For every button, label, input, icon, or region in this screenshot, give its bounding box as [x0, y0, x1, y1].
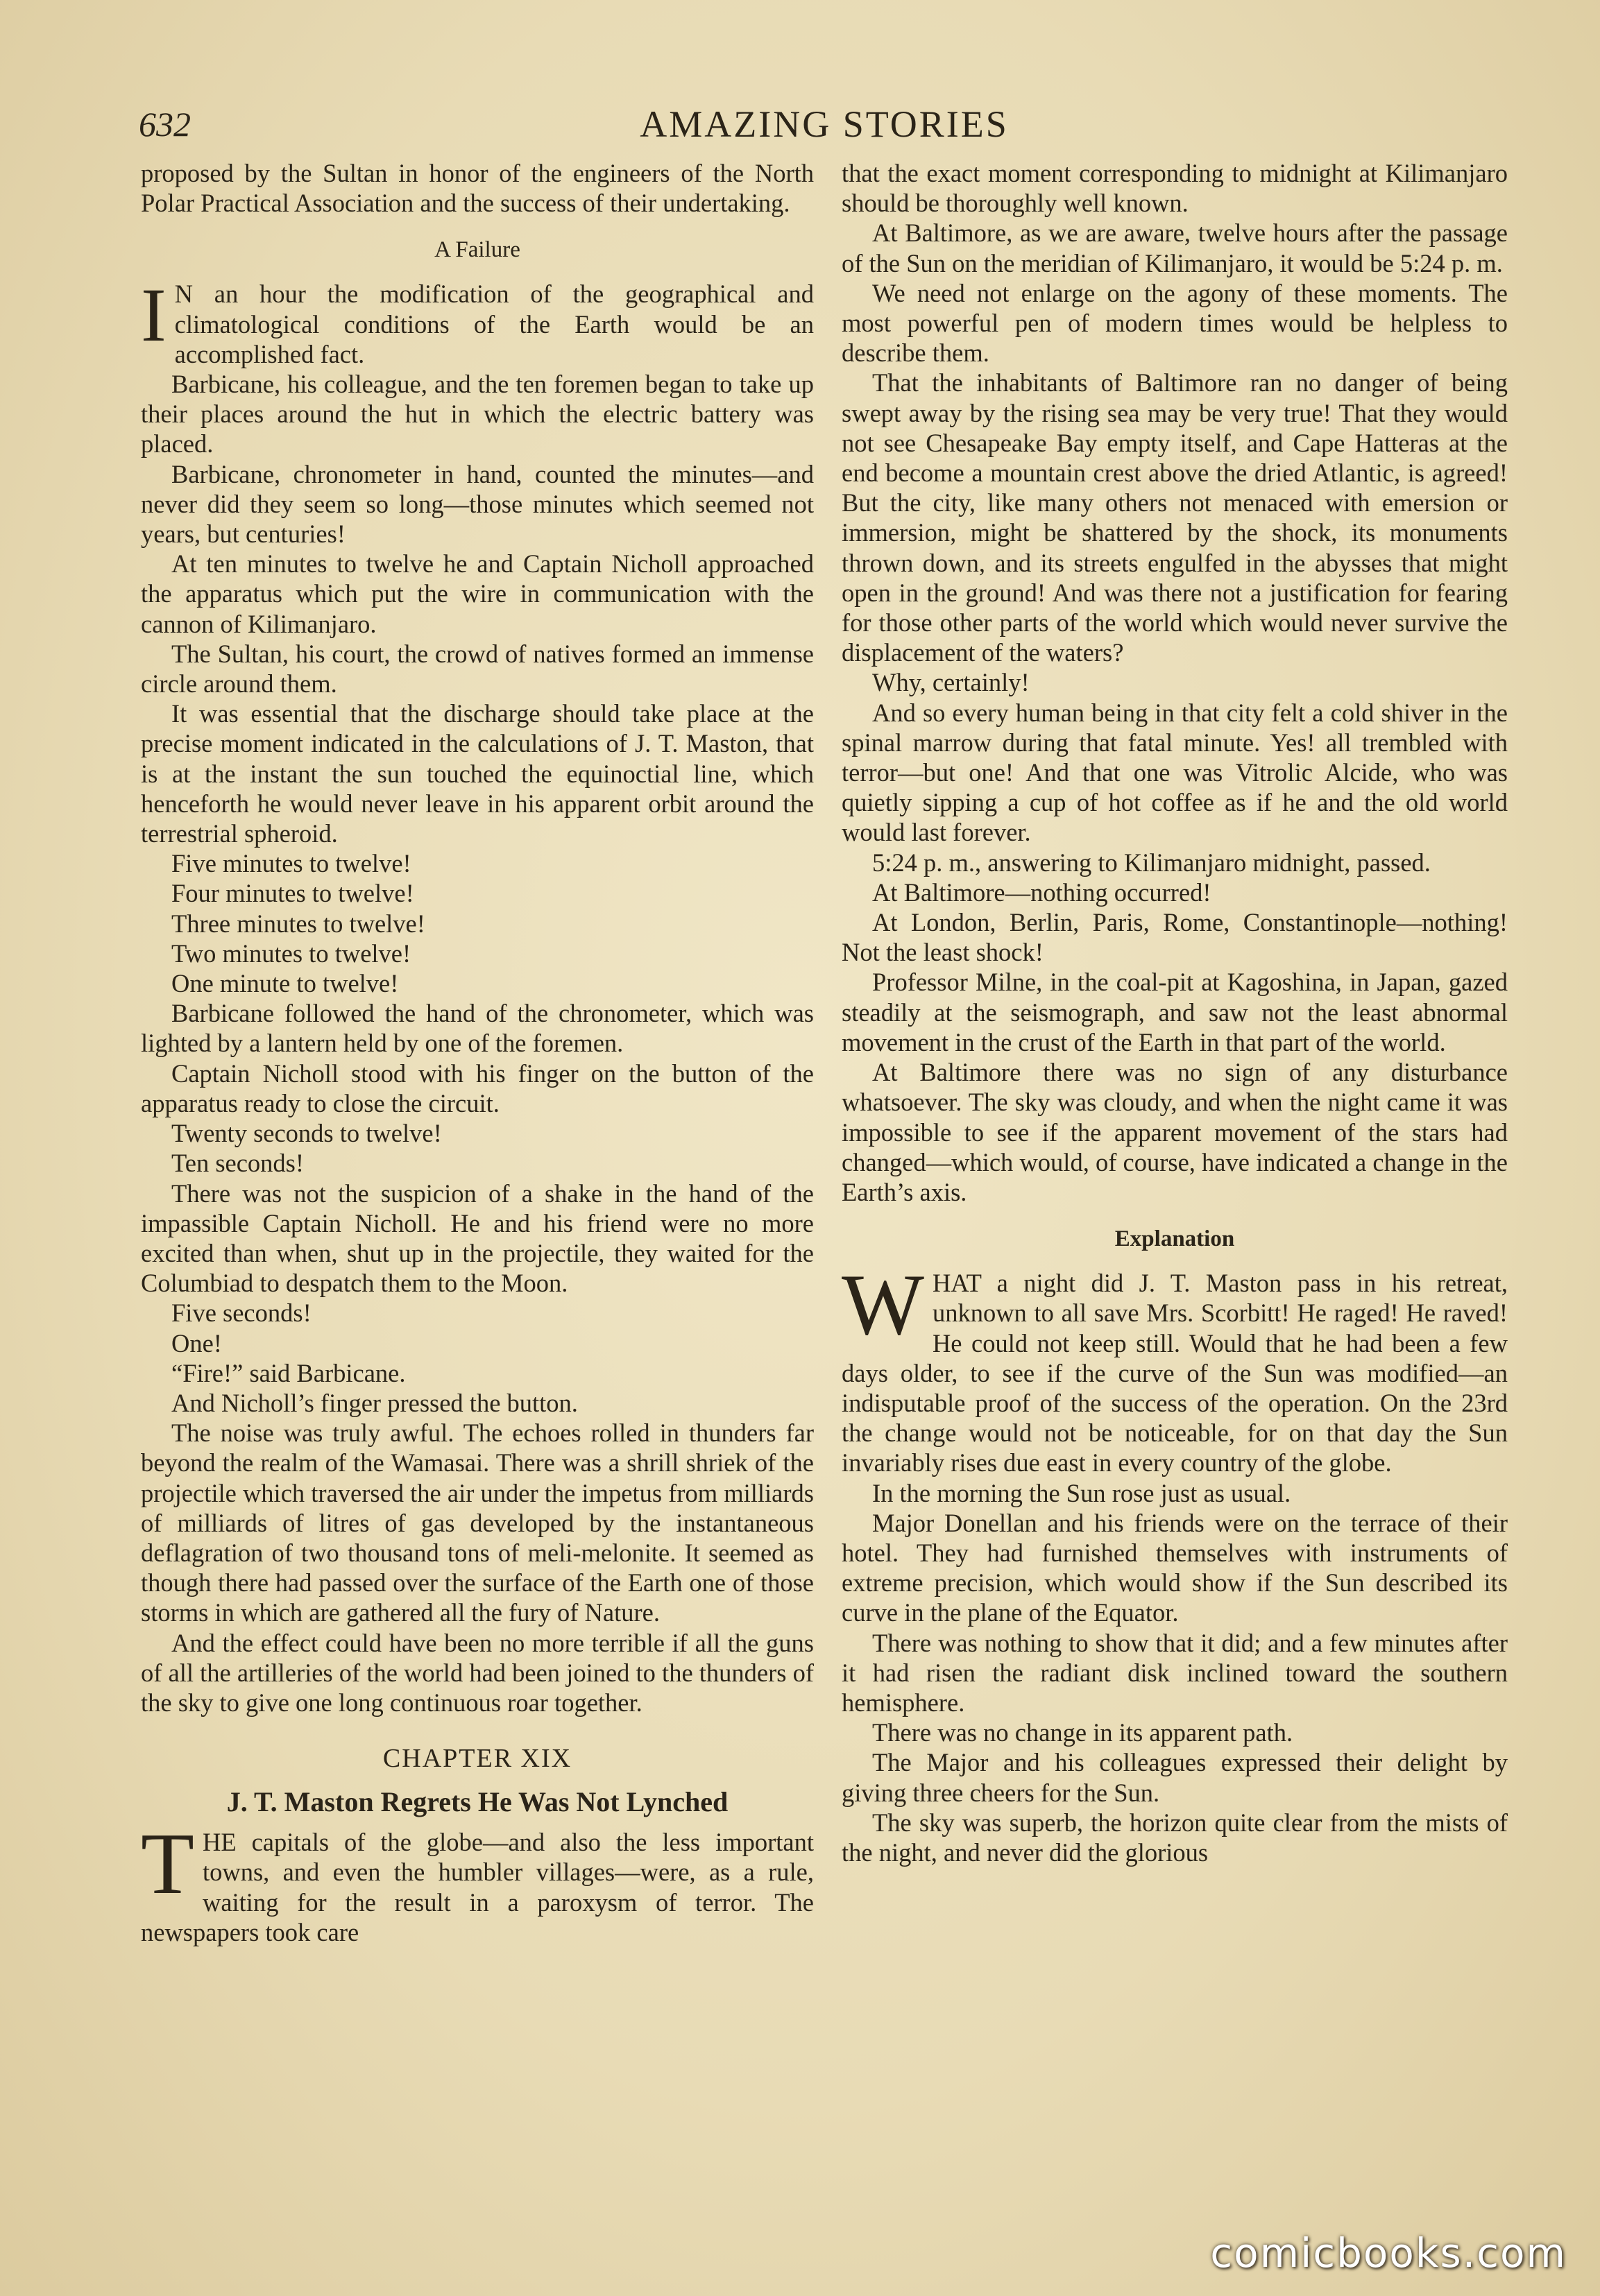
- paragraph: There was not the suspicion of a shake in the hand of the impassible Captain Nicholl. He and his friend were no more excited than when, shut up in the projectile, they waited for the Columbiad to despatch them to the Moon.: [141, 1179, 814, 1298]
- paragraph: That the inhabitants of Baltimore ran no danger of being swept away by the rising sea may be very true! That they would not see Chesapeake Bay empty itself, and Cape Hatteras at the end become a mountain crest above the dried Atlantic, is agreed! But the city, like many others not menaced with emersion or immersion, might be shattered by the shock, its monuments thrown down, and its streets engulfed in the abysses that might open in the ground! And was there not a justification for fearing for those other parts of the world which would never survive the displacement of the waters?: [842, 368, 1508, 667]
- paragraph: One!: [171, 1328, 222, 1357]
- paragraph: Barbicane followed the hand of the chronometer, which was lighted by a lantern held by one of the foremen.: [141, 999, 814, 1058]
- paragraph: In the morning the Sun rose just as usual.: [872, 1478, 1291, 1507]
- paragraph-dropcap: [842, 1257, 1508, 1477]
- section-heading-explanation: Explanation: [1114, 1226, 1235, 1252]
- right-column: [842, 158, 1508, 1867]
- paragraph: At Baltimore there was no sign of any disturbance whatsoever. The sky was cloudy, and when the night came it was impossible to see if the apparent movement of the stars had changed—which would, of course, have indicated a change in the Earth’s axis.: [842, 1058, 1508, 1206]
- watermark: comicbooks.com: [1210, 2229, 1567, 2277]
- paragraph: that the exact moment corresponding to midnight at Kilimanjaro should be thoroughly well known.: [842, 159, 1508, 218]
- paragraph: At ten minutes to twelve he and Captain Nicholl approached the apparatus which put the wire in communication with the cannon of Kilimanjaro.: [141, 549, 814, 638]
- paragraph: There was nothing to show that it did; and a few minutes after it had risen the radiant disk inclined toward the southern hemisphere.: [842, 1628, 1508, 1717]
- paragraph: And Nicholl’s finger pressed the button.: [171, 1388, 578, 1417]
- paragraph: And so every human being in that city felt a cold shiver in the spinal marrow during that fatal minute. Yes! all trembled with terror—but one! And that one was Vitrolic Alcide, who was quietly sipping a cup of hot coffee as if he and the old world would last forever.: [842, 698, 1508, 847]
- drop-cap: W: [842, 1257, 924, 1354]
- left-column: [141, 158, 814, 1947]
- paragraph: Why, certainly!: [872, 668, 1030, 697]
- paragraph: Five minutes to twelve!: [171, 849, 411, 878]
- paragraph: And the effect could have been no more terrible if all the guns of all the artilleries of the world had been joined to the thunders of the sky to give one long continuous roar together.: [141, 1628, 814, 1717]
- paragraph: At Baltimore, as we are aware, twelve hours after the passage of the Sun on the meridian of Kilimanjaro, it would be 5:24 p. m.: [842, 219, 1508, 277]
- paragraph-dropcap: [141, 1816, 814, 1947]
- drop-cap: T: [141, 1816, 194, 1913]
- paragraph: The Sultan, his court, the crowd of natives formed an immense circle around them.: [141, 639, 814, 699]
- page-number: 632: [139, 105, 191, 144]
- paragraph: Twenty seconds to twelve!: [171, 1119, 442, 1148]
- paragraph: There was no change in its apparent path.: [872, 1718, 1293, 1747]
- paragraph: The noise was truly awful. The echoes rolled in thunders far beyond the realm of the Wamasai. There was a shrill shriek of the projectile which traversed the air under the impetus from milliards of milliards of litres of gas developed by the instantaneous deflagration of two thousand tons of meli-melonite. It seemed as though there had passed over the surface of the Earth one of those storms in which are gathered all the fury of Nature.: [141, 1419, 814, 1627]
- drop-cap: I: [141, 273, 167, 358]
- chapter-title: J. T. Maston Regrets He Was Not Lynched: [226, 1786, 729, 1818]
- paragraph: One minute to twelve!: [171, 969, 399, 998]
- paragraph: proposed by the Sultan in honor of the engineers of the North Polar Practical Association and the success of their undertaking.: [141, 159, 814, 218]
- paragraph: The sky was superb, the horizon quite clear from the mists of the night, and never did the glorious: [842, 1808, 1508, 1867]
- paragraph: Professor Milne, in the coal-pit at Kagoshina, in Japan, gazed steadily at the seismograph, and saw not the least abnormal movement in the crust of the Earth in that part of the world.: [842, 968, 1508, 1056]
- section-heading-failure: A Failure: [434, 237, 520, 263]
- paragraph: Ten seconds!: [171, 1149, 305, 1178]
- paragraph: At London, Berlin, Paris, Rome, Constantinople—nothing! Not the least shock!: [842, 908, 1508, 967]
- paragraph-dropcap: [141, 273, 814, 369]
- paragraph: We need not enlarge on the agony of these moments. The most powerful pen of modern times would be helpless to describe them.: [842, 278, 1508, 368]
- chapter-number: CHAPTER XIX: [382, 1744, 572, 1774]
- running-title: AMAZING STORIES: [640, 103, 1009, 145]
- paragraph: Barbicane, chronometer in hand, counted the minutes—and never did they seem so long—those minutes which seemed not years, but centuries!: [141, 459, 814, 549]
- paragraph: 5:24 p. m., answering to Kilimanjaro midnight, passed.: [872, 848, 1431, 877]
- paragraph: Major Donellan and his friends were on the terrace of their hotel. They had furnished themselves with instruments of extreme precision, which would show if the Sun described its curve in the plane of the Equator.: [842, 1508, 1508, 1627]
- paragraph: Five seconds!: [171, 1299, 312, 1328]
- paragraph: Two minutes to twelve!: [171, 939, 411, 968]
- paragraph: Captain Nicholl stood with his finger on the button of the apparatus ready to close the circuit.: [141, 1059, 814, 1117]
- paragraph: The Major and his colleagues expressed their delight by giving three cheers for the Sun.: [842, 1748, 1508, 1807]
- paragraph-text: N an hour the modification of the geographical and climatological conditions of the Earth would be an accomplished fact.: [174, 280, 814, 368]
- paragraph-text: HAT a night did J. T. Maston pass in his retreat, unknown to all save Mrs. Scorbitt! He raged! He raved! He could not keep still. Would that he had been a few days older, to see if the curve of the Sun was modified—an indisputable proof of the success of the operation. On the 23rd the change would not be noticeable, for on that day the Sun invariably rises due east in every country of the globe.: [842, 1269, 1508, 1477]
- paragraph: It was essential that the discharge should take place at the precise moment indicated in the calculations of J. T. Maston, that is at the instant the sun touched the equinoctial line, which henceforth he would never leave in his apparent orbit around the terrestrial spheroid.: [141, 699, 814, 848]
- page-header: [139, 97, 1510, 160]
- paragraph: Three minutes to twelve!: [171, 909, 425, 938]
- paragraph: Four minutes to twelve!: [171, 879, 414, 908]
- paragraph: At Baltimore—nothing occurred!: [872, 877, 1211, 907]
- paragraph: “Fire!” said Barbicane.: [171, 1358, 406, 1387]
- paragraph-text: HE capitals of the globe—and also the less important towns, and even the humbler villages—were, as a rule, waiting for the result in a paroxysm of terror. The newspapers took care: [141, 1828, 814, 1946]
- paragraph: Barbicane, his colleague, and the ten foremen began to take up their places around the hut in which the electric battery was placed.: [141, 370, 814, 459]
